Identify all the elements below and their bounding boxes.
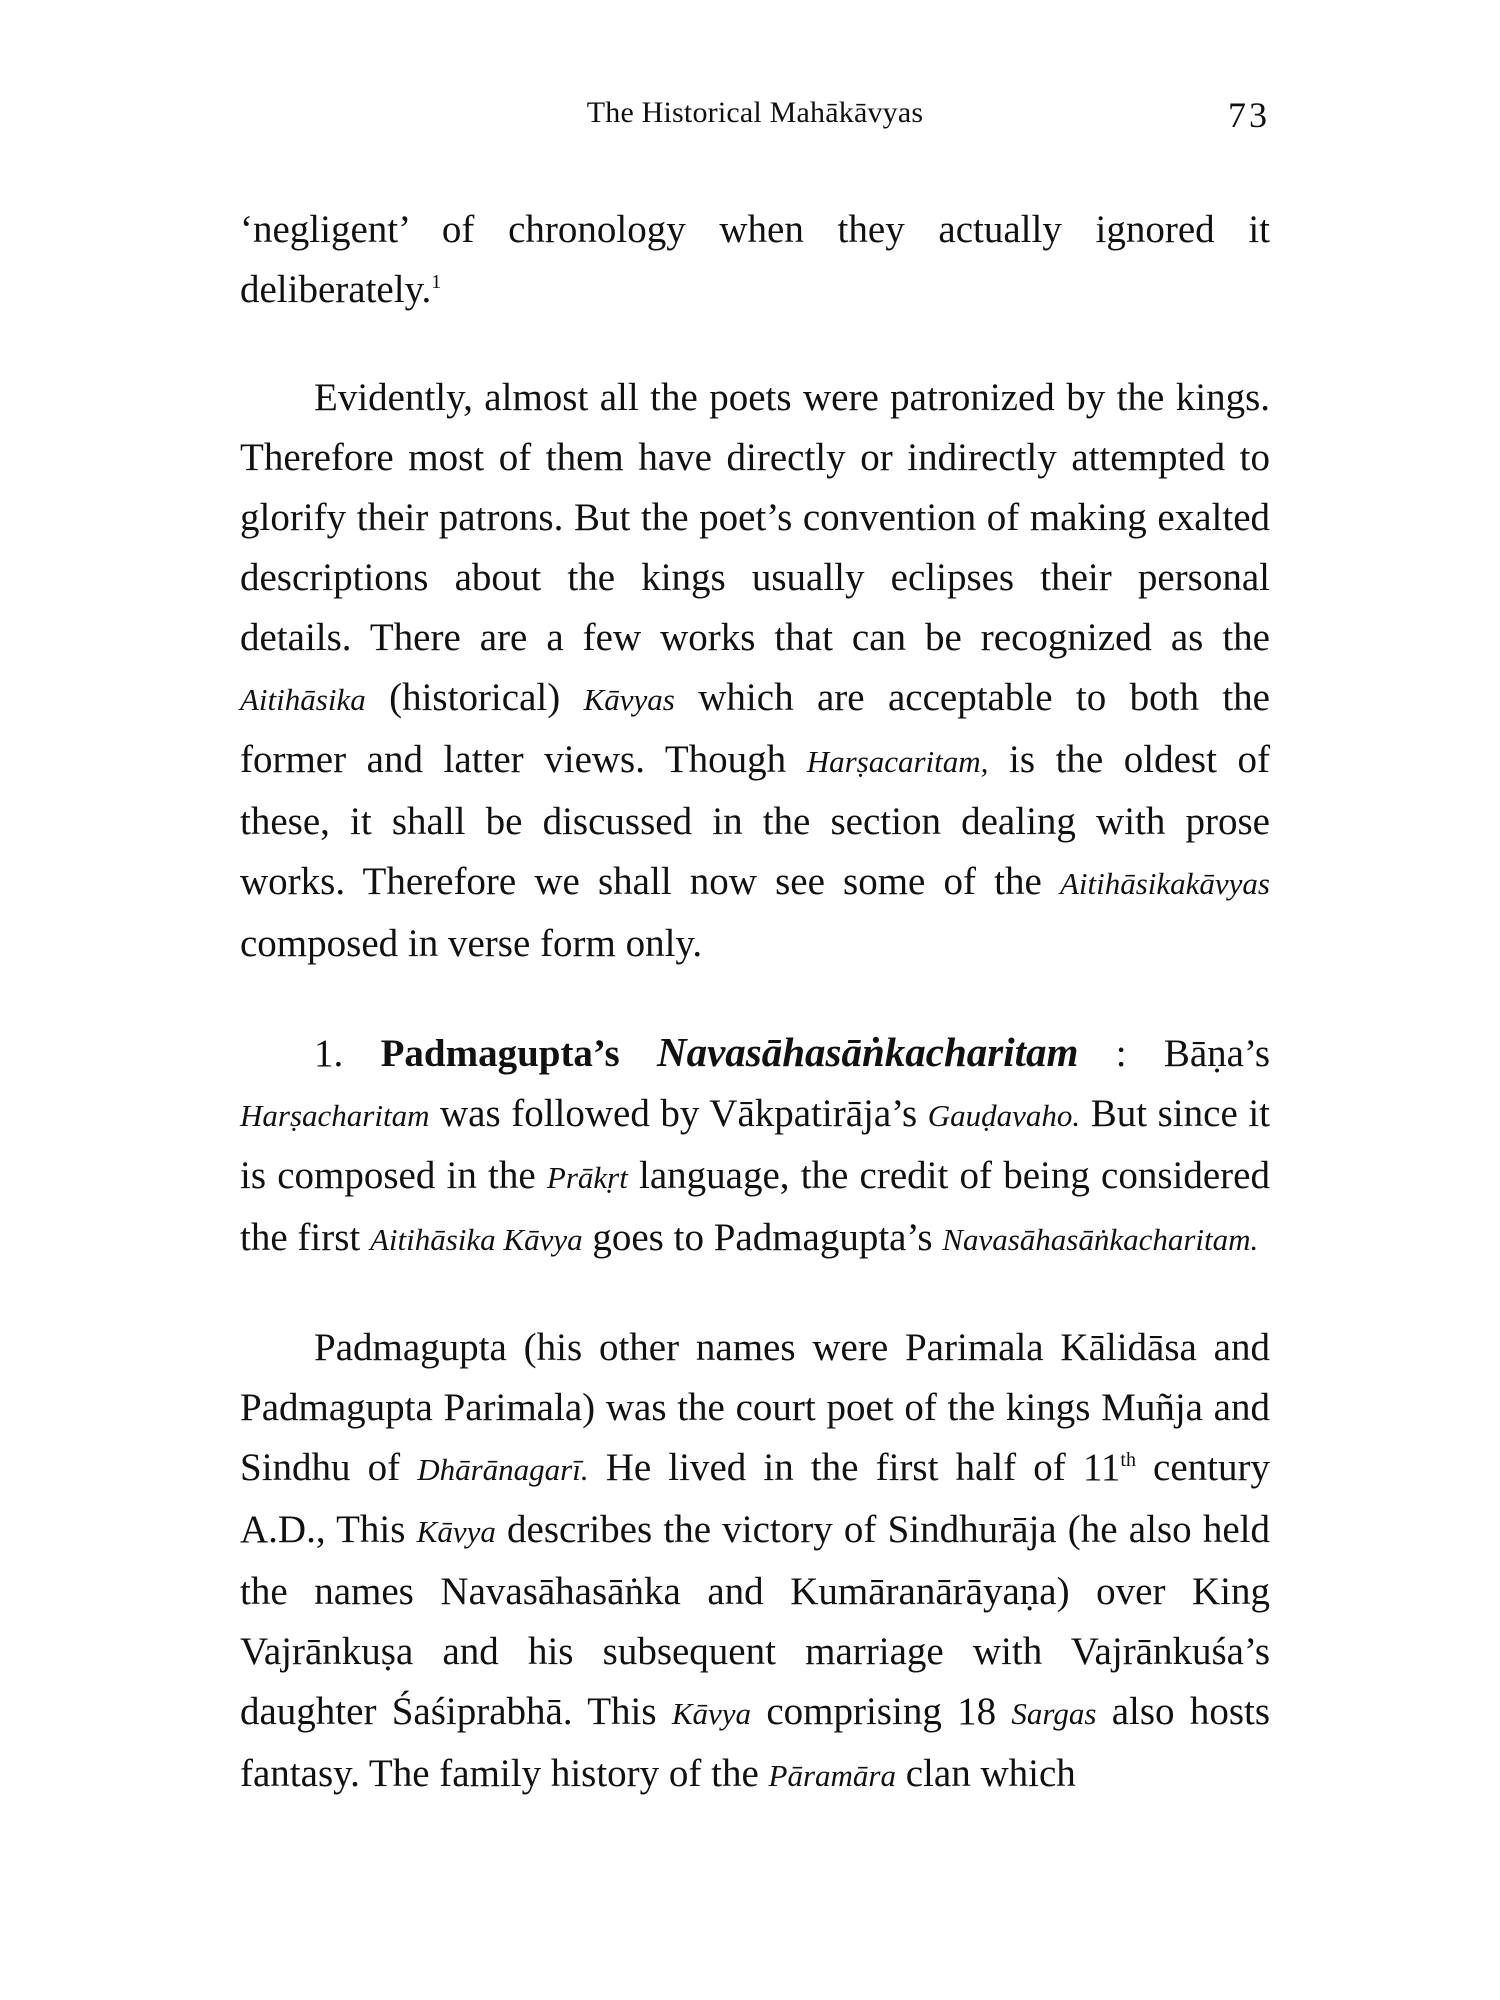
section-heading-title: Navasāhasāṅkacharitam (656, 1029, 1079, 1075)
running-header (240, 94, 1270, 138)
page-number: 73 (1228, 95, 1270, 135)
section-padmagupta: 1. Padmagupta’s Navasāhasāṅkacharitam : Bāṇa’s Harṣacharitam was followed by Vākpatirāja’s Gauḍavaho. But since it is composed in the Prākṛt language, the credit of being considered the first Aitihāsika Kāvya goes to Padmagupta’s Navasāhasāṅkacharitam. (240, 1029, 1271, 1259)
paragraph-padmagupta-bio: Padmagupta (his other names were Parimala Kālidāsa and Padmagupta Parimala) was the court poet of the kings Muñja and Sindhu of Dhārānagarī. He lived in the first half of 11th century A.D., This Kāvya describes the victory of Sindhurāja (he also held the names Navasāhasāṅka and Kumāranārāyaṇa) over King Vajrānkuṣa and his subsequent marriage with Vajrānkuśa’s daughter Śaśiprabhā. This Kāvya comprising 18 Sargas also hosts fantasy. The family history of the Pāramāra clan which (240, 1326, 1271, 1795)
paragraph-continuation: ‘negligent’ of chronology when they actually ignored it deliberately.$^1$ (240, 208, 1270, 311)
body-text (240, 200, 1270, 1806)
paragraph-aitihasika-kavyas: Evidently, almost all the poets were patronized by the kings. Therefore most of them have directly or indirectly attempted to glorify their patrons. But the poet’s convention of making exalted descriptions about the kings usually eclipses their personal details. There are a few works that can be recognized as the Aitihāsika (historical) Kāvyas which are acceptable to both the former and latter views. Though Harṣacaritam, is the oldest of these, it shall be discussed in the section dealing with prose works. Therefore we shall now see some of the Aitihāsikakāvyas composed in verse form only. (240, 376, 1270, 965)
section-number: 1. (314, 1032, 344, 1075)
footnote-ref: 1 (431, 271, 442, 293)
section-heading-author: Padmagupta’s (380, 1032, 620, 1075)
running-title: The Historical Mahākāvyas (586, 96, 924, 129)
